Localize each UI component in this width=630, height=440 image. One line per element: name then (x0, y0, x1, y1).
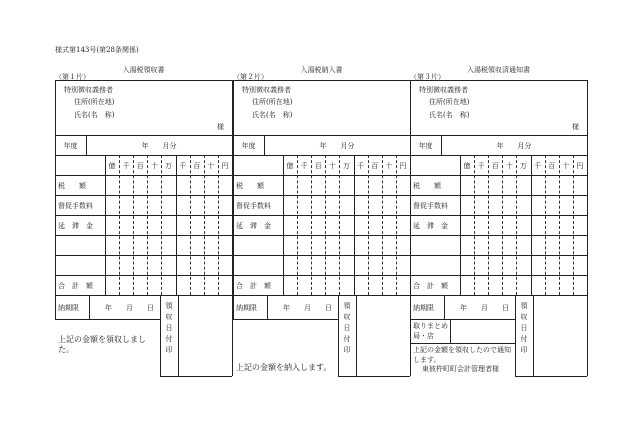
payer-label: 特別徴収義務者 (64, 86, 113, 94)
digit-column-divider (339, 155, 340, 295)
late-row-top (55, 215, 232, 216)
due-row-bottom (55, 319, 160, 320)
extra-row-2 (410, 255, 587, 256)
due-date-field: 年 月 日 (283, 304, 332, 312)
notification-note: 上記の金額を領収したので通知します。 (413, 346, 511, 364)
digit-unit-label: 百 (491, 162, 499, 170)
name-label: 氏名(名 称) (74, 111, 115, 119)
year-row-top (410, 135, 587, 136)
late-row-top (233, 215, 410, 216)
fee-row-top (233, 195, 410, 196)
name-label: 氏名(名 称) (429, 111, 470, 119)
digit-unit-label: 千 (534, 162, 542, 170)
slip-3 (410, 66, 587, 376)
digit-column-divider (573, 155, 574, 295)
due-divider (89, 295, 90, 319)
digit-unit-label: 千 (300, 162, 308, 170)
extra-row-1 (233, 235, 410, 236)
fee-row-top (55, 195, 232, 196)
digit-column-divider (147, 155, 148, 295)
name-label: 氏名(名 称) (252, 111, 293, 119)
digit-column-divider (161, 155, 162, 295)
slip-2 (233, 66, 410, 376)
tax-amount-label: 税 額 (413, 182, 441, 190)
digit-column-divider (325, 155, 326, 295)
year-row-top (233, 135, 410, 136)
dunning-fee-label: 督促手数料 (58, 202, 93, 210)
year-label: 年度 (241, 142, 256, 150)
box-right-border (587, 80, 588, 295)
total-amount-label: 合 計 額 (236, 282, 271, 290)
late-fee-label: 延 滞 金 (58, 222, 93, 230)
digit-column-divider (382, 155, 383, 295)
year-label: 年度 (418, 142, 433, 150)
digit-column-divider (531, 155, 532, 295)
payer-label: 特別徴収義務者 (419, 86, 468, 94)
total-row-top (410, 275, 587, 276)
stamp-box-left (160, 295, 161, 376)
stamp-label-divider (178, 295, 179, 376)
due-row-left-border (233, 295, 234, 319)
form-number: 様式第143号(第28条関係) (55, 46, 139, 54)
amount-column-separator (283, 155, 284, 295)
stamp-box-left (338, 295, 339, 376)
digit-column-divider (133, 155, 134, 295)
digit-column-divider (204, 155, 205, 295)
slip-part-label: （第２片） (233, 73, 268, 81)
bank-row-divider (450, 319, 451, 343)
extra-row-2 (55, 255, 232, 256)
digit-column-divider (502, 155, 503, 295)
amount-column-separator (460, 155, 461, 295)
digit-unit-label: 億 (286, 162, 294, 170)
digit-unit-label: 十 (562, 162, 570, 170)
digit-unit-label: 十 (505, 162, 513, 170)
year-month-field: 年 月分 (319, 142, 355, 150)
extra-row-2 (233, 255, 410, 256)
digit-unit-label: 万 (164, 162, 172, 170)
bank-row-bottom (410, 343, 515, 344)
stamp-label-divider (533, 295, 534, 376)
due-row-top (233, 295, 410, 296)
total-amount-label: 合 計 額 (413, 282, 448, 290)
digit-unit-label: 十 (150, 162, 158, 170)
address-label: 住所(所在地) (74, 98, 115, 106)
digit-unit-label: 百 (548, 162, 556, 170)
due-row-bottom (410, 319, 515, 320)
slip-title: 入湯税領収済通知書 (467, 66, 530, 74)
due-date-label: 納期限 (413, 304, 434, 312)
dunning-fee-label: 督促手数料 (236, 202, 271, 210)
digit-column-divider (368, 155, 369, 295)
digit-unit-label: 十 (385, 162, 393, 170)
year-row-top (55, 135, 232, 136)
digit-column-divider (190, 155, 191, 295)
stamp-box-right (587, 295, 588, 376)
payment-note: 上記の金額を納入します。 (236, 363, 332, 372)
slip-title: 入湯税納入書 (300, 66, 343, 74)
due-row-top (55, 295, 232, 296)
digit-unit-label: 円 (576, 162, 584, 170)
digit-column-divider (218, 155, 219, 295)
digit-column-divider (119, 155, 120, 295)
treasurer-recipient: 東彼杵町町会計管理者様 (422, 365, 499, 373)
digit-column-divider (354, 155, 355, 295)
amount-column-separator (105, 155, 106, 295)
extra-row-1 (410, 235, 587, 236)
bank-row-left (410, 319, 411, 343)
slip-title: 入湯税領収書 (122, 66, 165, 74)
digit-unit-label: 万 (519, 162, 527, 170)
box-top-border (410, 80, 587, 81)
box-left-border (410, 80, 411, 295)
digit-row-top (55, 155, 232, 156)
slip-1 (55, 66, 232, 376)
stamp-box-left (515, 295, 516, 376)
stamp-box-bottom (338, 376, 410, 377)
stamp-label-divider (356, 295, 357, 376)
address-label: 住所(所在地) (429, 98, 470, 106)
total-row-top (233, 275, 410, 276)
digit-unit-label: 百 (314, 162, 322, 170)
honorific-sama: 様 (572, 123, 579, 131)
tax-amount-label: 税 額 (236, 182, 264, 190)
tax-row-top (410, 175, 587, 176)
digit-unit-label: 万 (342, 162, 350, 170)
digit-unit-label: 千 (179, 162, 187, 170)
late-fee-label: 延 滞 金 (413, 222, 448, 230)
digit-column-divider (559, 155, 560, 295)
slip-part-label: （第３片） (410, 73, 445, 81)
due-divider (444, 295, 445, 319)
tax-amount-label: 税 額 (58, 182, 86, 190)
due-date-field: 年 月 日 (460, 304, 509, 312)
digit-unit-label: 円 (399, 162, 407, 170)
box-left-border (55, 80, 56, 295)
digit-column-divider (176, 155, 177, 295)
honorific-sama: 様 (217, 123, 224, 131)
total-row-top (55, 275, 232, 276)
payer-label: 特別徴収義務者 (242, 86, 291, 94)
digit-unit-label: 百 (371, 162, 379, 170)
digit-column-divider (474, 155, 475, 295)
digit-column-divider (488, 155, 489, 295)
tax-row-top (233, 175, 410, 176)
digit-unit-label: 千 (122, 162, 130, 170)
stamp-box-bottom (160, 376, 232, 377)
digit-unit-label: 円 (221, 162, 229, 170)
digit-column-divider (545, 155, 546, 295)
stamp-label: 領収日付印 (520, 302, 528, 354)
due-row-top (410, 295, 587, 296)
extra-row-1 (55, 235, 232, 236)
due-row-bottom (233, 319, 338, 320)
bank-label: 取りまとめ局・店 (413, 322, 448, 340)
dunning-fee-label: 督促手数料 (413, 202, 448, 210)
year-label: 年度 (63, 142, 78, 150)
due-row-left-border (55, 295, 56, 319)
stamp-box-bottom (515, 376, 587, 377)
stamp-label: 領収日付印 (343, 302, 351, 354)
fee-row-top (410, 195, 587, 196)
digit-unit-label: 億 (463, 162, 471, 170)
digit-unit-label: 千 (357, 162, 365, 170)
digit-row-top (410, 155, 587, 156)
due-date-field: 年 月 日 (105, 304, 154, 312)
digit-unit-label: 千 (477, 162, 485, 170)
receipt-note: 上記の金額を領収しました。 (58, 335, 146, 354)
digit-column-divider (516, 155, 517, 295)
box-top-border (55, 80, 232, 81)
box-left-border (233, 80, 234, 295)
year-month-field: 年 月分 (141, 142, 177, 150)
due-divider (267, 295, 268, 319)
digit-unit-label: 百 (193, 162, 201, 170)
total-amount-label: 合 計 額 (58, 282, 93, 290)
year-month-field: 年 月分 (496, 142, 532, 150)
due-date-label: 納期限 (58, 304, 79, 312)
due-date-label: 納期限 (236, 304, 257, 312)
stamp-label: 領収日付印 (165, 302, 173, 354)
address-label: 住所(所在地) (252, 98, 293, 106)
digit-row-top (233, 155, 410, 156)
late-fee-label: 延 滞 金 (236, 222, 271, 230)
digit-unit-label: 十 (207, 162, 215, 170)
tax-row-top (55, 175, 232, 176)
late-row-top (410, 215, 587, 216)
digit-unit-label: 十 (328, 162, 336, 170)
digit-column-divider (311, 155, 312, 295)
digit-column-divider (297, 155, 298, 295)
digit-unit-label: 百 (136, 162, 144, 170)
due-row-left-border (410, 295, 411, 319)
box-top-border (233, 80, 410, 81)
digit-unit-label: 億 (108, 162, 116, 170)
digit-column-divider (396, 155, 397, 295)
slip-part-label: （第１片） (55, 73, 90, 81)
